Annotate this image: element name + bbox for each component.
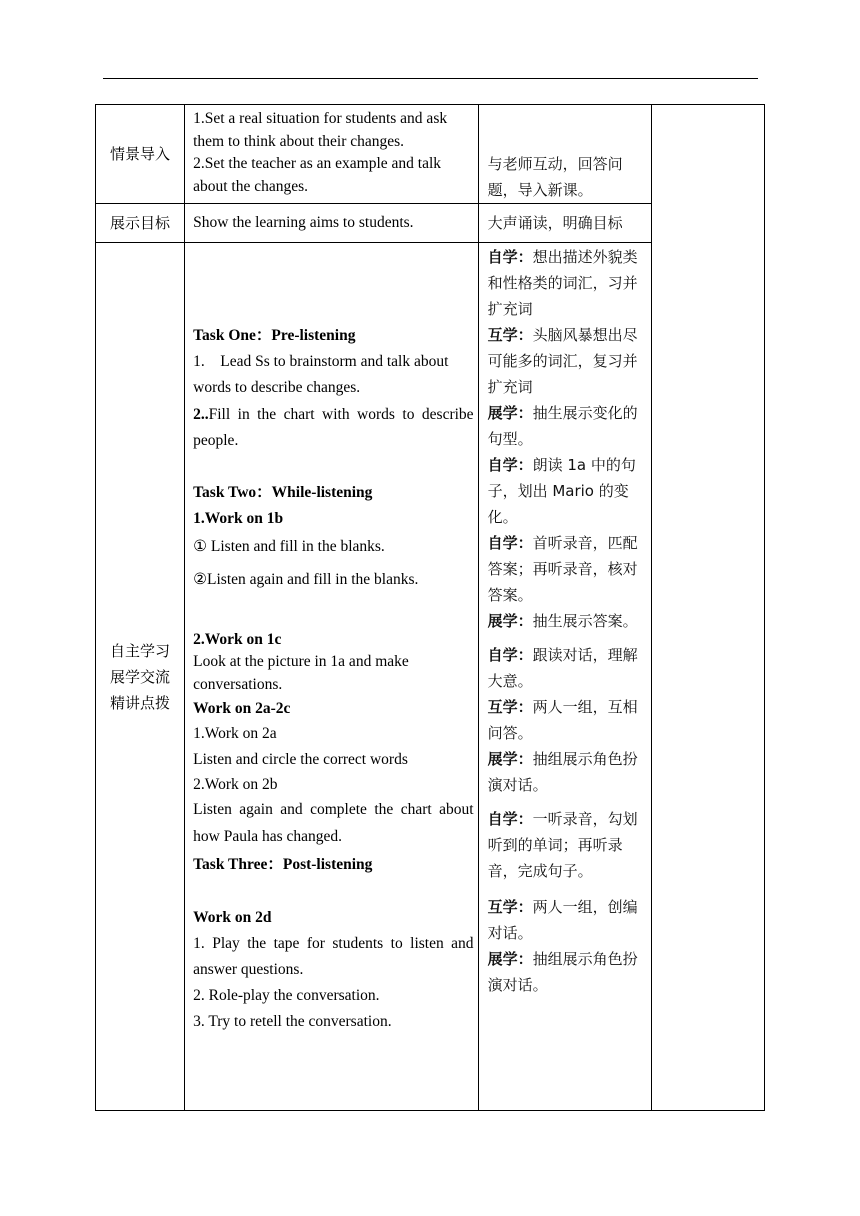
activity-text: 首听录音，匹配答案；再听录音，核对答案。 <box>487 534 638 604</box>
student-activity-cell <box>478 204 651 243</box>
student-activity-item <box>488 806 645 884</box>
activity-text: 想出描述外貌类和性格类的词汇，习并扩充词 <box>487 248 638 318</box>
item-number: 2.. <box>193 406 209 423</box>
task-item: ②Listen again and fill in the blanks. <box>193 571 419 588</box>
student-activity-item <box>488 946 645 998</box>
student-activity-item <box>488 746 645 798</box>
student-activity-item <box>488 694 645 746</box>
stage-cell <box>96 105 185 204</box>
notes-cell <box>651 105 764 1111</box>
activity-label: 自学： <box>487 248 533 266</box>
activity-text: 跟读对话，理解大意。 <box>487 646 638 690</box>
task-title: Task One：Pre-listening <box>193 327 356 344</box>
activity-label: 展学： <box>487 612 533 630</box>
teacher-activity-cell <box>185 243 478 1111</box>
task-item: 2. Role-play the conversation. <box>193 987 380 1004</box>
activity-label: 展学： <box>487 950 533 968</box>
student-activity-item <box>488 608 645 634</box>
lesson-plan-table <box>95 104 765 1111</box>
student-activity-item <box>488 530 645 608</box>
activity-text: 抽组展示角色扮演对话。 <box>487 950 638 994</box>
task-item: ① Listen and fill in the blanks. <box>193 538 385 555</box>
work-heading: 2.Work on 1c <box>193 631 282 648</box>
student-activity-text: 大声诵读，明确目标 <box>487 214 623 232</box>
student-activity-item <box>488 244 645 322</box>
teacher-activity-line: Show the learning aims to students. <box>193 213 414 231</box>
activity-text: 朗读 1a 中的句子，划出 Mario 的变化。 <box>487 456 636 526</box>
activity-label: 自学： <box>487 534 533 552</box>
task-item: 1. Lead Ss to brainstorm and talk about words to describe changes. <box>193 353 449 396</box>
teacher-activity-cell <box>185 105 478 204</box>
activity-text: 头脑风暴想出尽可能多的词汇，复习并扩充词 <box>487 326 638 396</box>
activity-text: 抽生展示答案。 <box>532 612 638 630</box>
activity-text: 两人一组，创编对话。 <box>487 898 638 942</box>
teacher-activity-line: 1.Set a real situation for students and ask them to think about their changes. <box>193 110 448 150</box>
teacher-activity-line: 2.Set the teacher as an example and talk about the changes. <box>193 155 442 195</box>
student-activity-cell <box>478 105 651 204</box>
header-rule <box>103 78 758 79</box>
task-item: Listen again and complete the chart about how Paula has changed. <box>193 801 474 845</box>
stage-cell <box>96 243 185 1111</box>
task-item: 3. Try to retell the conversation. <box>193 1013 392 1030</box>
task-item: 2.Work on 2b <box>193 776 278 793</box>
item-text: Fill in the chart with words to describe people. <box>193 406 474 449</box>
student-activity-item <box>488 322 645 400</box>
task-item: Look at the picture in 1a and make conversations. <box>193 653 409 693</box>
table-row <box>96 105 765 204</box>
activity-text: 抽生展示变化的句型。 <box>487 404 638 448</box>
task-item: 1.Work on 2a <box>193 725 277 742</box>
activity-text: 一听录音，勾划听到的单词；再听录音，完成句子。 <box>487 810 638 880</box>
student-activity-item <box>488 894 645 946</box>
activity-text: 抽组展示角色扮演对话。 <box>487 750 638 794</box>
student-activity-item <box>488 400 645 452</box>
task-item <box>193 402 473 454</box>
activity-label: 互学： <box>487 698 533 716</box>
activity-label: 互学： <box>487 326 533 344</box>
stage-cell <box>96 204 185 243</box>
task-title: Task Two：While-listening <box>193 484 373 501</box>
work-heading: Work on 2d <box>193 909 272 926</box>
student-activity-item <box>488 452 645 530</box>
stage-label: 精讲点拨 <box>110 693 171 712</box>
work-heading: Work on 2a-2c <box>193 700 291 717</box>
task-item: 1. Play the tape for students to listen and answer questions. <box>193 935 474 978</box>
stage-label: 情景导入 <box>110 145 171 163</box>
activity-label: 自学： <box>487 646 533 664</box>
task-item: Listen and circle the correct words <box>193 751 408 768</box>
student-activity-item <box>488 642 645 694</box>
task-title: Task Three：Post-listening <box>193 856 373 873</box>
activity-label: 自学： <box>487 810 533 828</box>
stage-label: 展示目标 <box>110 214 171 232</box>
activity-label: 互学： <box>487 898 533 916</box>
activity-text: 两人一组，互相问答。 <box>487 698 638 742</box>
activity-label: 展学： <box>487 404 533 422</box>
work-heading: 1.Work on 1b <box>193 510 284 527</box>
stage-label: 展学交流 <box>110 667 171 686</box>
activity-label: 自学： <box>487 456 533 474</box>
student-activity-cell <box>478 243 651 1111</box>
activity-label: 展学： <box>487 750 533 768</box>
stage-label: 自主学习 <box>110 641 171 660</box>
teacher-activity-cell <box>185 204 478 243</box>
student-activity-text: 与老师互动，回答问题，导入新课。 <box>487 155 623 199</box>
